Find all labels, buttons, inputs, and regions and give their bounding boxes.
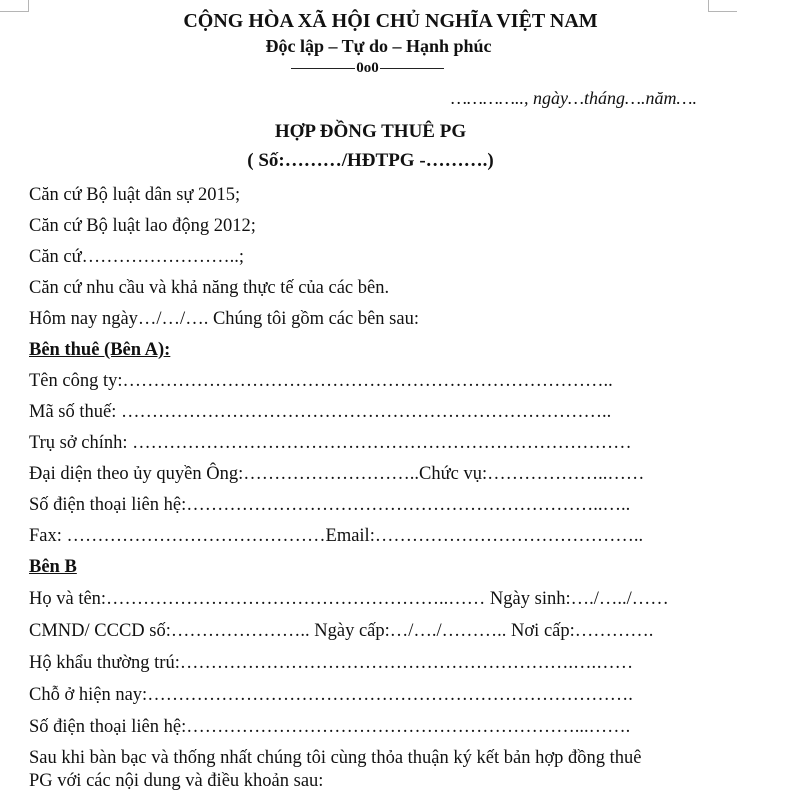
- preamble-line: Căn cứ Bộ luật dân sự 2015;: [29, 185, 241, 205]
- preamble-line: Hôm nay ngày…/…/…. Chúng tôi gồm các bên sau:: [29, 309, 419, 329]
- party-a-phone-field: Số điện thoại liên hệ:…………………………………………………………..…..: [29, 495, 631, 515]
- separator-text: 0o0: [356, 60, 379, 76]
- preamble-line: Căn cứ Bộ luật lao động 2012;: [29, 216, 256, 236]
- preamble-line: Căn cứ nhu cầu và khả năng thực tế của các bên.: [29, 278, 390, 298]
- closing-statement-line-2: PG với các nội dung và điều khoản sau:: [29, 771, 324, 791]
- party-b-permanent-address-field: Hộ khẩu thường trú:……………………………………………………….….……: [29, 653, 634, 673]
- party-a-head-office-field: Trụ sở chính: ………………………………………………………………………: [29, 433, 632, 453]
- contract-title: HỢP ĐỒNG THUÊ PG: [274, 121, 467, 142]
- national-motto: Độc lập – Tự do – Hạnh phúc: [265, 36, 492, 56]
- contract-number: ( Số:………/HĐTPG -……….): [247, 150, 494, 171]
- national-title: CỘNG HÒA XÃ HỘI CHỦ NGHĨA VIỆT NAM: [183, 10, 598, 32]
- party-b-current-address-field: Chỗ ở hiện nay:…………………………………………………………………….: [29, 685, 633, 705]
- preamble-line: Căn cứ……………………..;: [29, 247, 245, 267]
- party-b-id-card-field: CMND/ CCCD số:………………….. Ngày cấp:…/…./……….. Nơi cấp:………….: [29, 621, 654, 641]
- party-b-name-birthdate-field: Họ và tên:………………………………………………..…… Ngày sinh:…./…../……: [29, 589, 669, 609]
- party-a-heading: Bên thuê (Bên A):: [29, 340, 171, 360]
- header-separator: [0, 60, 762, 77]
- closing-statement-line-1: Sau khi bàn bạc và thống nhất chúng tôi cùng thỏa thuận ký kết bản hợp đồng thuê: [29, 748, 642, 768]
- separator-rule-left: [291, 68, 355, 69]
- party-a-tax-code-field: Mã số thuế: ……………………………………………………………………..: [29, 402, 612, 422]
- party-b-heading: Bên B: [29, 557, 77, 577]
- party-b-phone-field: Số điện thoại liên hệ:………………………………………………………...…….: [29, 717, 631, 737]
- party-a-company-name-field: Tên công ty:……………………………………………………………………..: [29, 371, 613, 391]
- party-a-representative-field: Đại diện theo ủy quyền Ông:………………………..Chức vụ:………………..……: [29, 464, 645, 484]
- place-date-line: ………….., ngày…tháng….năm….: [451, 88, 698, 108]
- party-a-fax-email-field: Fax: ……………………………………Email:……………………………………..: [29, 526, 644, 546]
- separator-rule-right: [380, 68, 444, 69]
